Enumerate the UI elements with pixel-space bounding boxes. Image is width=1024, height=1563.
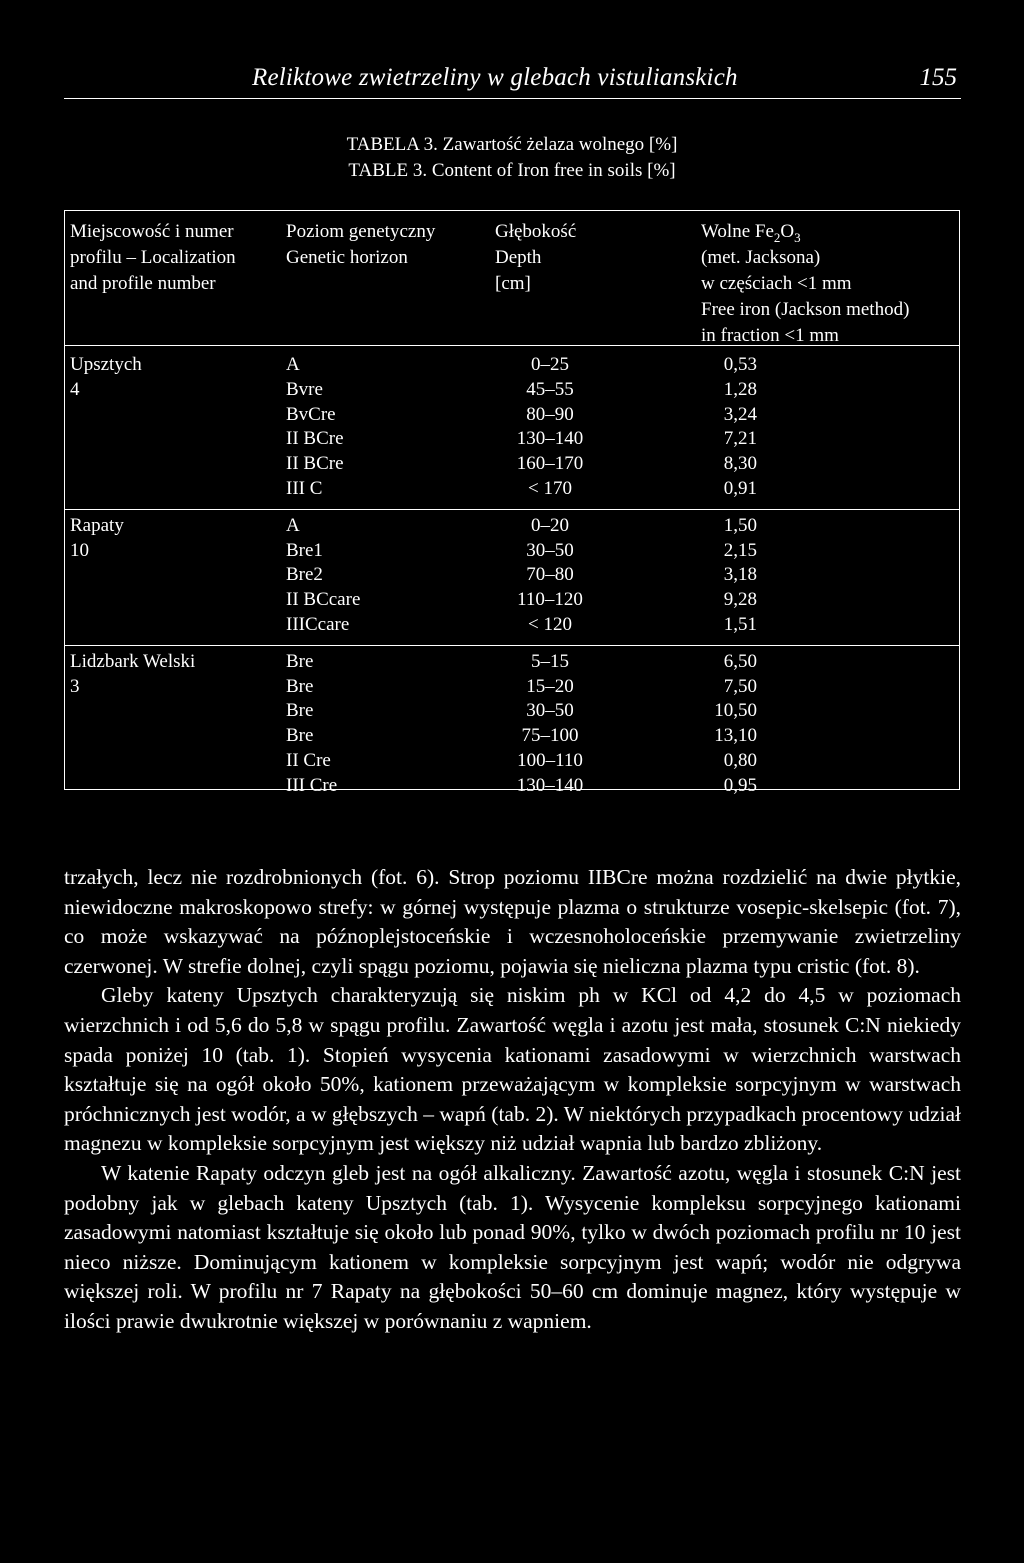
- iron-content-table: [64, 210, 960, 796]
- horizon-cell: Bre: [286, 675, 314, 697]
- running-title: Reliktowe zwietrzeliny w glebach vistulianskich: [252, 64, 738, 91]
- iron-cell: 8,30: [723, 453, 757, 475]
- table-row: [65, 674, 959, 699]
- table-row: [65, 538, 959, 563]
- iron-cell: 1,51: [723, 614, 757, 635]
- iron-cell: 1,50: [723, 514, 757, 536]
- header-location-line-3: and profile number: [70, 273, 216, 294]
- page-header: [64, 62, 961, 99]
- horizon-cell: A: [286, 514, 300, 536]
- horizon-cell: II BCre: [286, 453, 344, 475]
- profile-number: 3: [70, 675, 80, 697]
- depth-cell: 30–50: [526, 539, 574, 561]
- horizon-cell: Bvre: [286, 378, 323, 400]
- profile-number: 4: [70, 378, 80, 400]
- horizon-cell: Bre: [286, 650, 314, 672]
- table-caption-polish: TABELA 3. Zawartość żelaza wolnego [%]: [346, 134, 678, 155]
- paragraph-2: Gleby kateny Upsztych charakteryzują się niskim ph w KCl od 4,2 do 4,5 w poziomach wierzchnich i od 5,6 do 5,8 w spągu profilu. Zawartość węgla i azotu jest mała, stosunek C:N niekiedy spada poniżej 10 (tab. 1). Stopień wysycenia kationami zasadowymi w wierzchnich warstwach kształtuje się na ogół około 50%, kationem przeważającym w kompleksie sorpcyjnym w warstwach próchnicznych jest wodór, a w głębszych – wapń (tab. 2). W niektórych przypadkach procentowy udział magnezu w kompleksie sorpcyjnym jest większy niż udział wapnia lub bardzo zbliżony.: [64, 983, 961, 1156]
- paragraph-3: W katenie Rapaty odczyn gleb jest na ogół alkaliczny. Zawartość azotu, węgla i stosunek C:N jest podobny jak w glebach kateny Upsztych (tab. 1). Wysycenie kompleksu sorpcyjnego kationami zasadowymi natomiast kształtuje się około lub ponad 90%, tylko w dwóch poziomach profilu nr 10 jest nieco niższe. Dominującym kationem w kompleksie sorpcyjnym jest wapń; wodór nie odgrywa większej roli. W profilu nr 7 Rapaty na głębokości 50–60 cm dominuje magnez, który występuje w ilości prawie dwukrotnie większej w porównaniu z wapniem.: [64, 1160, 961, 1333]
- iron-cell: 7,21: [723, 428, 757, 450]
- iron-cell: 0,91: [723, 478, 757, 499]
- table-row: [65, 649, 959, 674]
- depth-cell: 45–55: [526, 378, 574, 400]
- table-caption-english: TABLE 3. Content of Iron free in soils [%]: [348, 160, 676, 181]
- header-iron-line-5: in fraction <1 mm: [701, 325, 839, 346]
- table-row: [65, 587, 959, 612]
- header-horizon-line-2: Genetic horizon: [286, 247, 408, 268]
- header-iron-sub-2: 3: [794, 229, 801, 245]
- header-iron-mid: O: [780, 221, 795, 242]
- iron-cell: 0,95: [723, 774, 757, 796]
- group-divider: [65, 509, 959, 510]
- profile-number: 10: [70, 539, 89, 561]
- header-depth-line-1: Głębokość: [495, 221, 577, 242]
- iron-cell: 0,53: [723, 354, 757, 375]
- depth-cell: < 120: [528, 614, 572, 635]
- depth-cell: 0–20: [531, 514, 569, 536]
- depth-cell: 0–25: [531, 354, 569, 375]
- iron-cell: 6,50: [723, 650, 757, 672]
- depth-cell: 130–140: [516, 428, 584, 450]
- depth-cell: 80–90: [526, 403, 574, 425]
- horizon-cell: Bre2: [286, 564, 323, 586]
- table-row: [65, 352, 959, 377]
- header-iron-sub-1: 2: [773, 229, 781, 245]
- iron-cell: 7,50: [723, 675, 757, 697]
- iron-cell: 2,15: [723, 539, 757, 561]
- page-number: 155: [919, 64, 957, 91]
- location-name: Upsztych: [70, 354, 142, 375]
- table-row: [65, 402, 959, 427]
- header-depth-line-2: Depth: [495, 247, 542, 268]
- header-iron-line-3: w częściach <1 mm: [701, 273, 852, 294]
- header-horizon-line-1: Poziom genetyczny: [286, 221, 436, 242]
- depth-cell: 30–50: [526, 700, 574, 722]
- iron-cell: 1,28: [723, 378, 757, 400]
- iron-cell: 9,28: [723, 589, 757, 611]
- depth-cell: 160–170: [516, 453, 584, 475]
- table-row: [65, 773, 959, 798]
- location-name: Lidzbark Welski: [70, 650, 196, 672]
- depth-cell: 70–80: [526, 564, 574, 586]
- horizon-cell: II Cre: [286, 750, 331, 771]
- iron-cell: 3,18: [723, 564, 757, 586]
- horizon-cell: Bre1: [286, 539, 323, 561]
- horizon-cell: II BCcare: [286, 589, 361, 611]
- horizon-cell: Bre: [286, 700, 314, 722]
- header-iron-prefix: Wolne Fe: [701, 221, 774, 242]
- iron-cell: 3,24: [723, 403, 757, 425]
- table-row: [65, 451, 959, 476]
- depth-cell: 100–110: [517, 750, 583, 771]
- table-row: [65, 748, 959, 773]
- group-divider: [65, 645, 959, 646]
- depth-cell: 110–120: [517, 589, 583, 611]
- horizon-cell: BvCre: [286, 403, 336, 425]
- header-location-line-1: Miejscowość i numer: [70, 221, 234, 242]
- horizon-cell: II BCre: [286, 428, 344, 450]
- table-row: [65, 562, 959, 587]
- location-name: Rapaty: [70, 514, 124, 536]
- iron-cell: 0,80: [723, 750, 757, 771]
- header-location-line-2: profilu – Localization: [70, 247, 236, 268]
- depth-cell: 15–20: [526, 675, 574, 697]
- depth-cell: < 170: [528, 478, 572, 499]
- depth-cell: 5–15: [531, 650, 569, 672]
- horizon-cell: Bre: [286, 725, 314, 747]
- horizon-cell: III C: [286, 478, 323, 499]
- iron-cell: 13,10: [714, 725, 757, 747]
- table-row: [65, 612, 959, 637]
- horizon-cell: A: [286, 354, 300, 375]
- paragraph-1: trzałych, lecz nie rozdrobnionych (fot. 6). Strop poziomu IIBCre można rozdzielić na dwie płytkie, niewidoczne makroskopowo strefy: w górnej występuje plazma o strukturze vosepic-skelsepic (fot. 7), co może wskazywać na późnoplejstoceńskie i wczesnoholoceńskie przemywanie zwietrzeliny czerwonej. W strefie dolnej, czyli spągu poziomu, pojawia się nieliczna plazma typu cristic (fot. 8).: [64, 865, 961, 978]
- header-depth-line-3: [cm]: [495, 273, 531, 294]
- header-iron-line-4: Free iron (Jackson method): [701, 299, 910, 320]
- table-row: [65, 377, 959, 402]
- horizon-cell: IIICcare: [286, 614, 350, 635]
- table-row: [65, 476, 959, 501]
- depth-cell: 130–140: [516, 774, 584, 796]
- header-divider: [65, 345, 959, 346]
- table-row: [65, 698, 959, 723]
- iron-cell: 10,50: [714, 700, 757, 722]
- horizon-cell: III Cre: [286, 774, 338, 796]
- table-row: [65, 426, 959, 451]
- depth-cell: 75–100: [521, 725, 579, 747]
- table-row: [65, 723, 959, 748]
- header-iron-line-2: (met. Jacksona): [701, 247, 821, 268]
- table-row: [65, 513, 959, 538]
- body-text: [64, 863, 961, 1337]
